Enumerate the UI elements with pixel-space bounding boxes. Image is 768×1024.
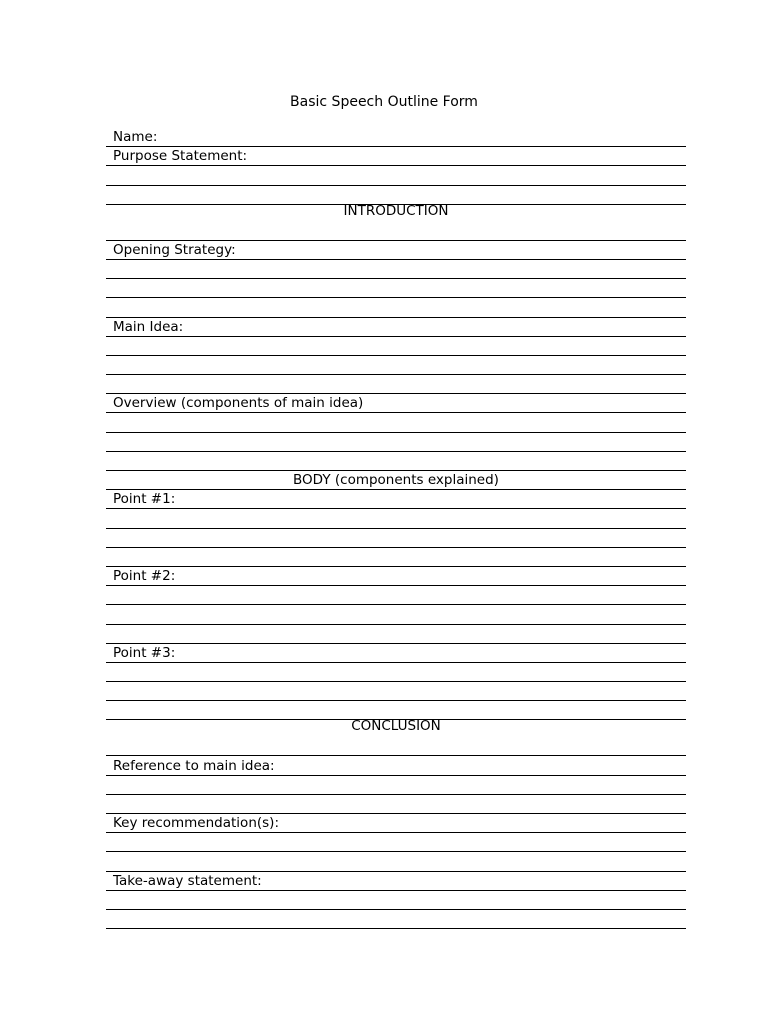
point-2-blank-line[interactable] [106,625,686,644]
overview-blank-line[interactable] [106,433,686,452]
opening-strategy-label: Opening Strategy: [113,241,236,258]
point-3-line[interactable] [106,644,686,663]
point-1-line[interactable] [106,490,686,509]
outline-form [106,128,686,929]
opening-strategy-blank-line[interactable] [106,260,686,279]
point-2-blank-line[interactable] [106,605,686,624]
reference-main-idea-line[interactable] [106,756,686,775]
body-section-header [106,471,686,490]
key-recommendations-blank-line[interactable] [106,833,686,852]
point-3-blank-line[interactable] [106,663,686,682]
main-idea-blank-line[interactable] [106,356,686,375]
key-recommendations-line[interactable] [106,814,686,833]
main-idea-blank-line[interactable] [106,337,686,356]
take-away-line[interactable] [106,872,686,891]
point-1-blank-line[interactable] [106,548,686,567]
take-away-blank-line[interactable] [106,891,686,910]
key-recommendations-blank-line[interactable] [106,852,686,871]
opening-strategy-line[interactable] [106,241,686,260]
purpose-statement-label: Purpose Statement: [113,148,248,165]
purpose-statement-blank-line[interactable] [106,166,686,185]
opening-strategy-blank-line[interactable] [106,279,686,298]
main-idea-blank-line[interactable] [106,375,686,394]
purpose-statement-line[interactable] [106,147,686,166]
point-1-blank-line[interactable] [106,509,686,528]
conclusion-section-header [106,720,686,756]
name-line[interactable] [106,128,686,147]
point-3-label: Point #3: [113,644,176,661]
reference-main-idea-label: Reference to main idea: [113,757,275,774]
take-away-blank-line[interactable] [106,910,686,929]
opening-strategy-blank-line[interactable] [106,298,686,317]
point-1-blank-line[interactable] [106,529,686,548]
point-2-blank-line[interactable] [106,586,686,605]
conclusion-heading: CONCLUSION [351,718,441,735]
introduction-heading: INTRODUCTION [343,202,449,219]
document-title: Basic Speech Outline Form [290,94,478,110]
reference-main-idea-blank-line[interactable] [106,776,686,795]
main-idea-line[interactable] [106,318,686,337]
point-1-label: Point #1: [113,491,176,508]
take-away-label: Take-away statement: [113,872,262,889]
point-2-label: Point #2: [113,568,176,585]
point-3-blank-line[interactable] [106,682,686,701]
name-label: Name: [113,129,158,146]
reference-main-idea-blank-line[interactable] [106,795,686,814]
overview-blank-line[interactable] [106,452,686,471]
key-recommendations-label: Key recommendation(s): [113,815,279,832]
overview-label: Overview (components of main idea) [113,395,364,412]
point-2-line[interactable] [106,567,686,586]
body-heading: BODY (components explained) [293,472,499,489]
overview-line[interactable] [106,394,686,413]
introduction-section-header [106,202,686,241]
overview-blank-line[interactable] [106,413,686,432]
main-idea-label: Main Idea: [113,318,184,335]
